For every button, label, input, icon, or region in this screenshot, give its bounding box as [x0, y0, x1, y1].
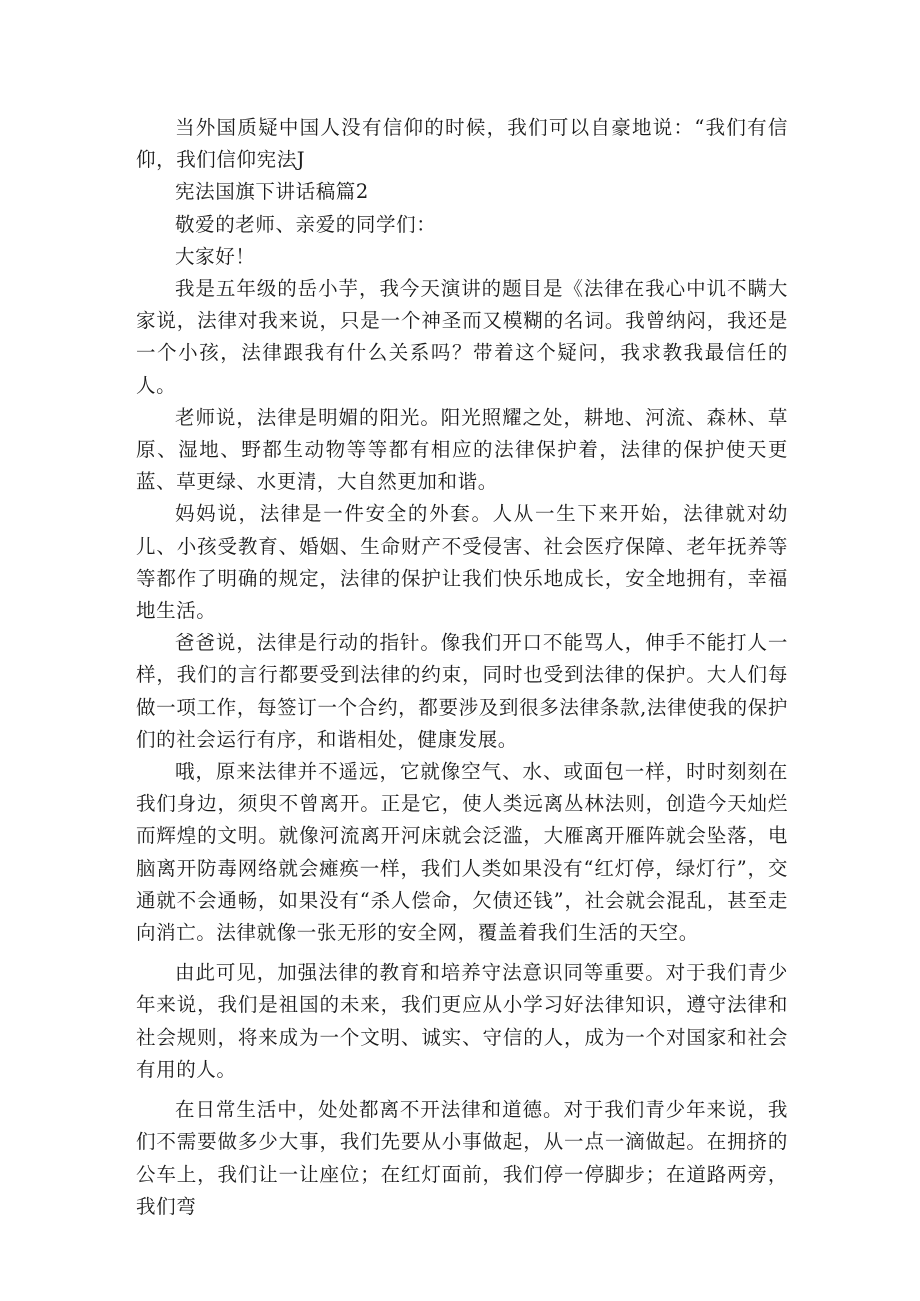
- paragraph-teacher: 老师说，法律是明媚的阳光。阳光照耀之处，耕地、河流、森林、草原、湿地、野都生动物等等都有相应的法律保护着，法律的保护使天更蓝、草更绿、水更清，大自然更加和谐。: [136, 405, 788, 494]
- paragraph-introduction: 我是五年级的岳小芋，我今天演讲的题目是《法律在我心中讥不瞒大家说，法律对我来说，只是一个神圣而又模糊的名词。我曾纳闷，我还是一个小孩，法律跟我有什么关系吗？带着这个疑问，我求教我最信任的人。: [136, 277, 788, 397]
- section-heading: 宪法国旗下讲话稿篇2: [175, 180, 369, 204]
- paragraph-faith-in-constitution: 当外国质疑中国人没有信仰的时候，我们可以自豪地说：“我们有信仰，我们信仰宪法J: [136, 116, 788, 172]
- paragraph-father: 爸爸说，法律是行动的指针。像我们开口不能骂人，伸手不能打人一样，我们的言行都要受到法律的约束，同时也受到法律的保护。大人们每做一项工作，每签订一个合约，都要涉及到很多法律条款,法律使我的保护们的社会运行有序，和谐相处，健康发展。: [136, 631, 788, 751]
- paragraph-education: 由此可见，加强法律的教育和培养守法意识同等重要。对于我们青少年来说，我们是祖国的未来，我们更应从小学习好法律知识，遵守法律和社会规则，将来成为一个文明、诚实、守信的人，成为一个对国家和社会有用的人。: [136, 961, 788, 1081]
- greeting: 大家好！: [175, 244, 256, 268]
- salutation: 敬爱的老师、亲爱的同学们：: [175, 212, 437, 236]
- document-body: [136, 112, 788, 1223]
- paragraph-law-everywhere: 哦，原来法律并不遥远，它就像空气、水、或面包一样，时时刻刻在我们身边，须臾不曾离开。正是它，使人类远离丛林法则，创造今天灿烂而辉煌的文明。就像河流离开河床就会泛滥，大雁离开雁阵就会坠落，电脑离开防毒网络就会瘫痪一样，我们人类如果没有“红灯停，绿灯行”，交通就不会通畅，如果没有“杀人偿命，欠债还钱”，社会就会混乱，甚至走向消亡。法律就像一张无形的安全网，覆盖着我们生活的天空。: [136, 760, 788, 945]
- paragraph-daily-life: 在日常生活中，处处都离不开法律和道德。对于我们青少年来说，我们不需要做多少大事，我们先要从小事做起，从一点一滴做起。在拥挤的公车上，我们让一让座位；在红灯面前，我们停一停脚步；在道路两旁，我们弯: [136, 1098, 788, 1218]
- paragraph-mother: 妈妈说，法律是一件安全的外套。人从一生下来开始，法律就对幼儿、小孩受教育、婚姻、生命财产不受侵害、社会医疗保障、老年抚养等等都作了明确的规定，法律的保护让我们快乐地成长，安全地拥有，幸福地生活。: [136, 502, 788, 623]
